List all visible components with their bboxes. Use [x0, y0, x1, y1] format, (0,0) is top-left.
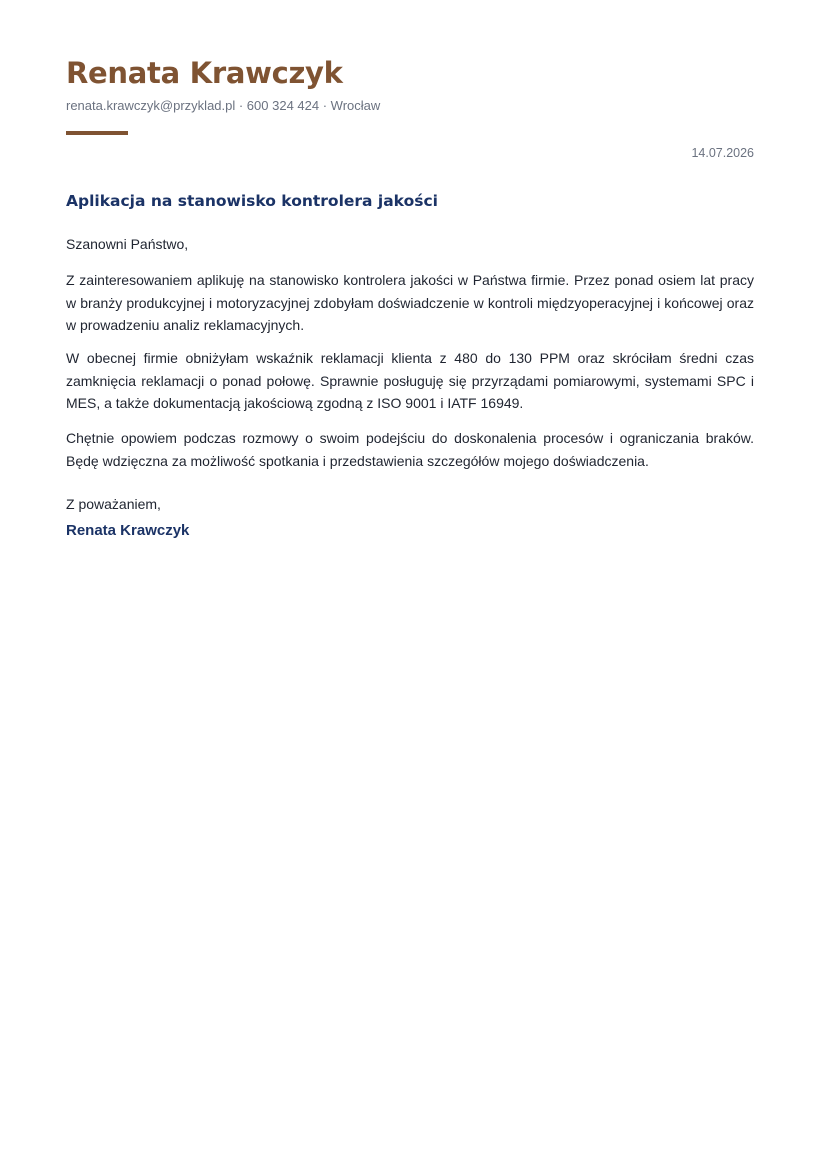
letter-salutation: Szanowni Państwo,: [66, 236, 189, 252]
letter-date: 14.07.2026: [691, 146, 754, 160]
letter-closing: Z poważaniem,: [66, 496, 161, 512]
sender-name: Renata Krawczyk: [66, 56, 343, 90]
letter-subject: Aplikacja na stanowisko kontrolera jakości: [66, 192, 438, 210]
letter-paragraph-2: W obecnej firmie obniżyłam wskaźnik reklamacji klienta z 480 do 130 PPM oraz skróciłam średni czas zamknięcia reklamacji o ponad połowę. Sprawnie posługuję się przyrządami pomiarowymi, systemami SPC i MES, a także dokumentacją jakościową zgodną z ISO 9001 i IATF 16949.: [66, 350, 754, 411]
accent-divider: [66, 131, 128, 135]
letter-paragraph-3: Chętnie opowiem podczas rozmowy o swoim podejściu do doskonalenia procesów i ograniczania braków. Będę wdzięczna za możliwość spotkania i przedstawienia szczegółów mojego doświadczenia.: [66, 430, 754, 469]
letter-signature: Renata Krawczyk: [66, 522, 190, 539]
letter-paragraph-1: Z zainteresowaniem aplikuję na stanowisko kontrolera jakości w Państwa firmie. Przez ponad osiem lat pracy w branży produkcyjnej i motoryzacyjnej zdobyłam doświadczenie w kontroli międzyoperacyjnej i końcowej oraz w prowadzeniu analiz reklamacyjnych.: [66, 272, 754, 333]
sender-contact: renata.krawczyk@przyklad.pl · 600 324 424 · Wrocław: [66, 98, 381, 113]
